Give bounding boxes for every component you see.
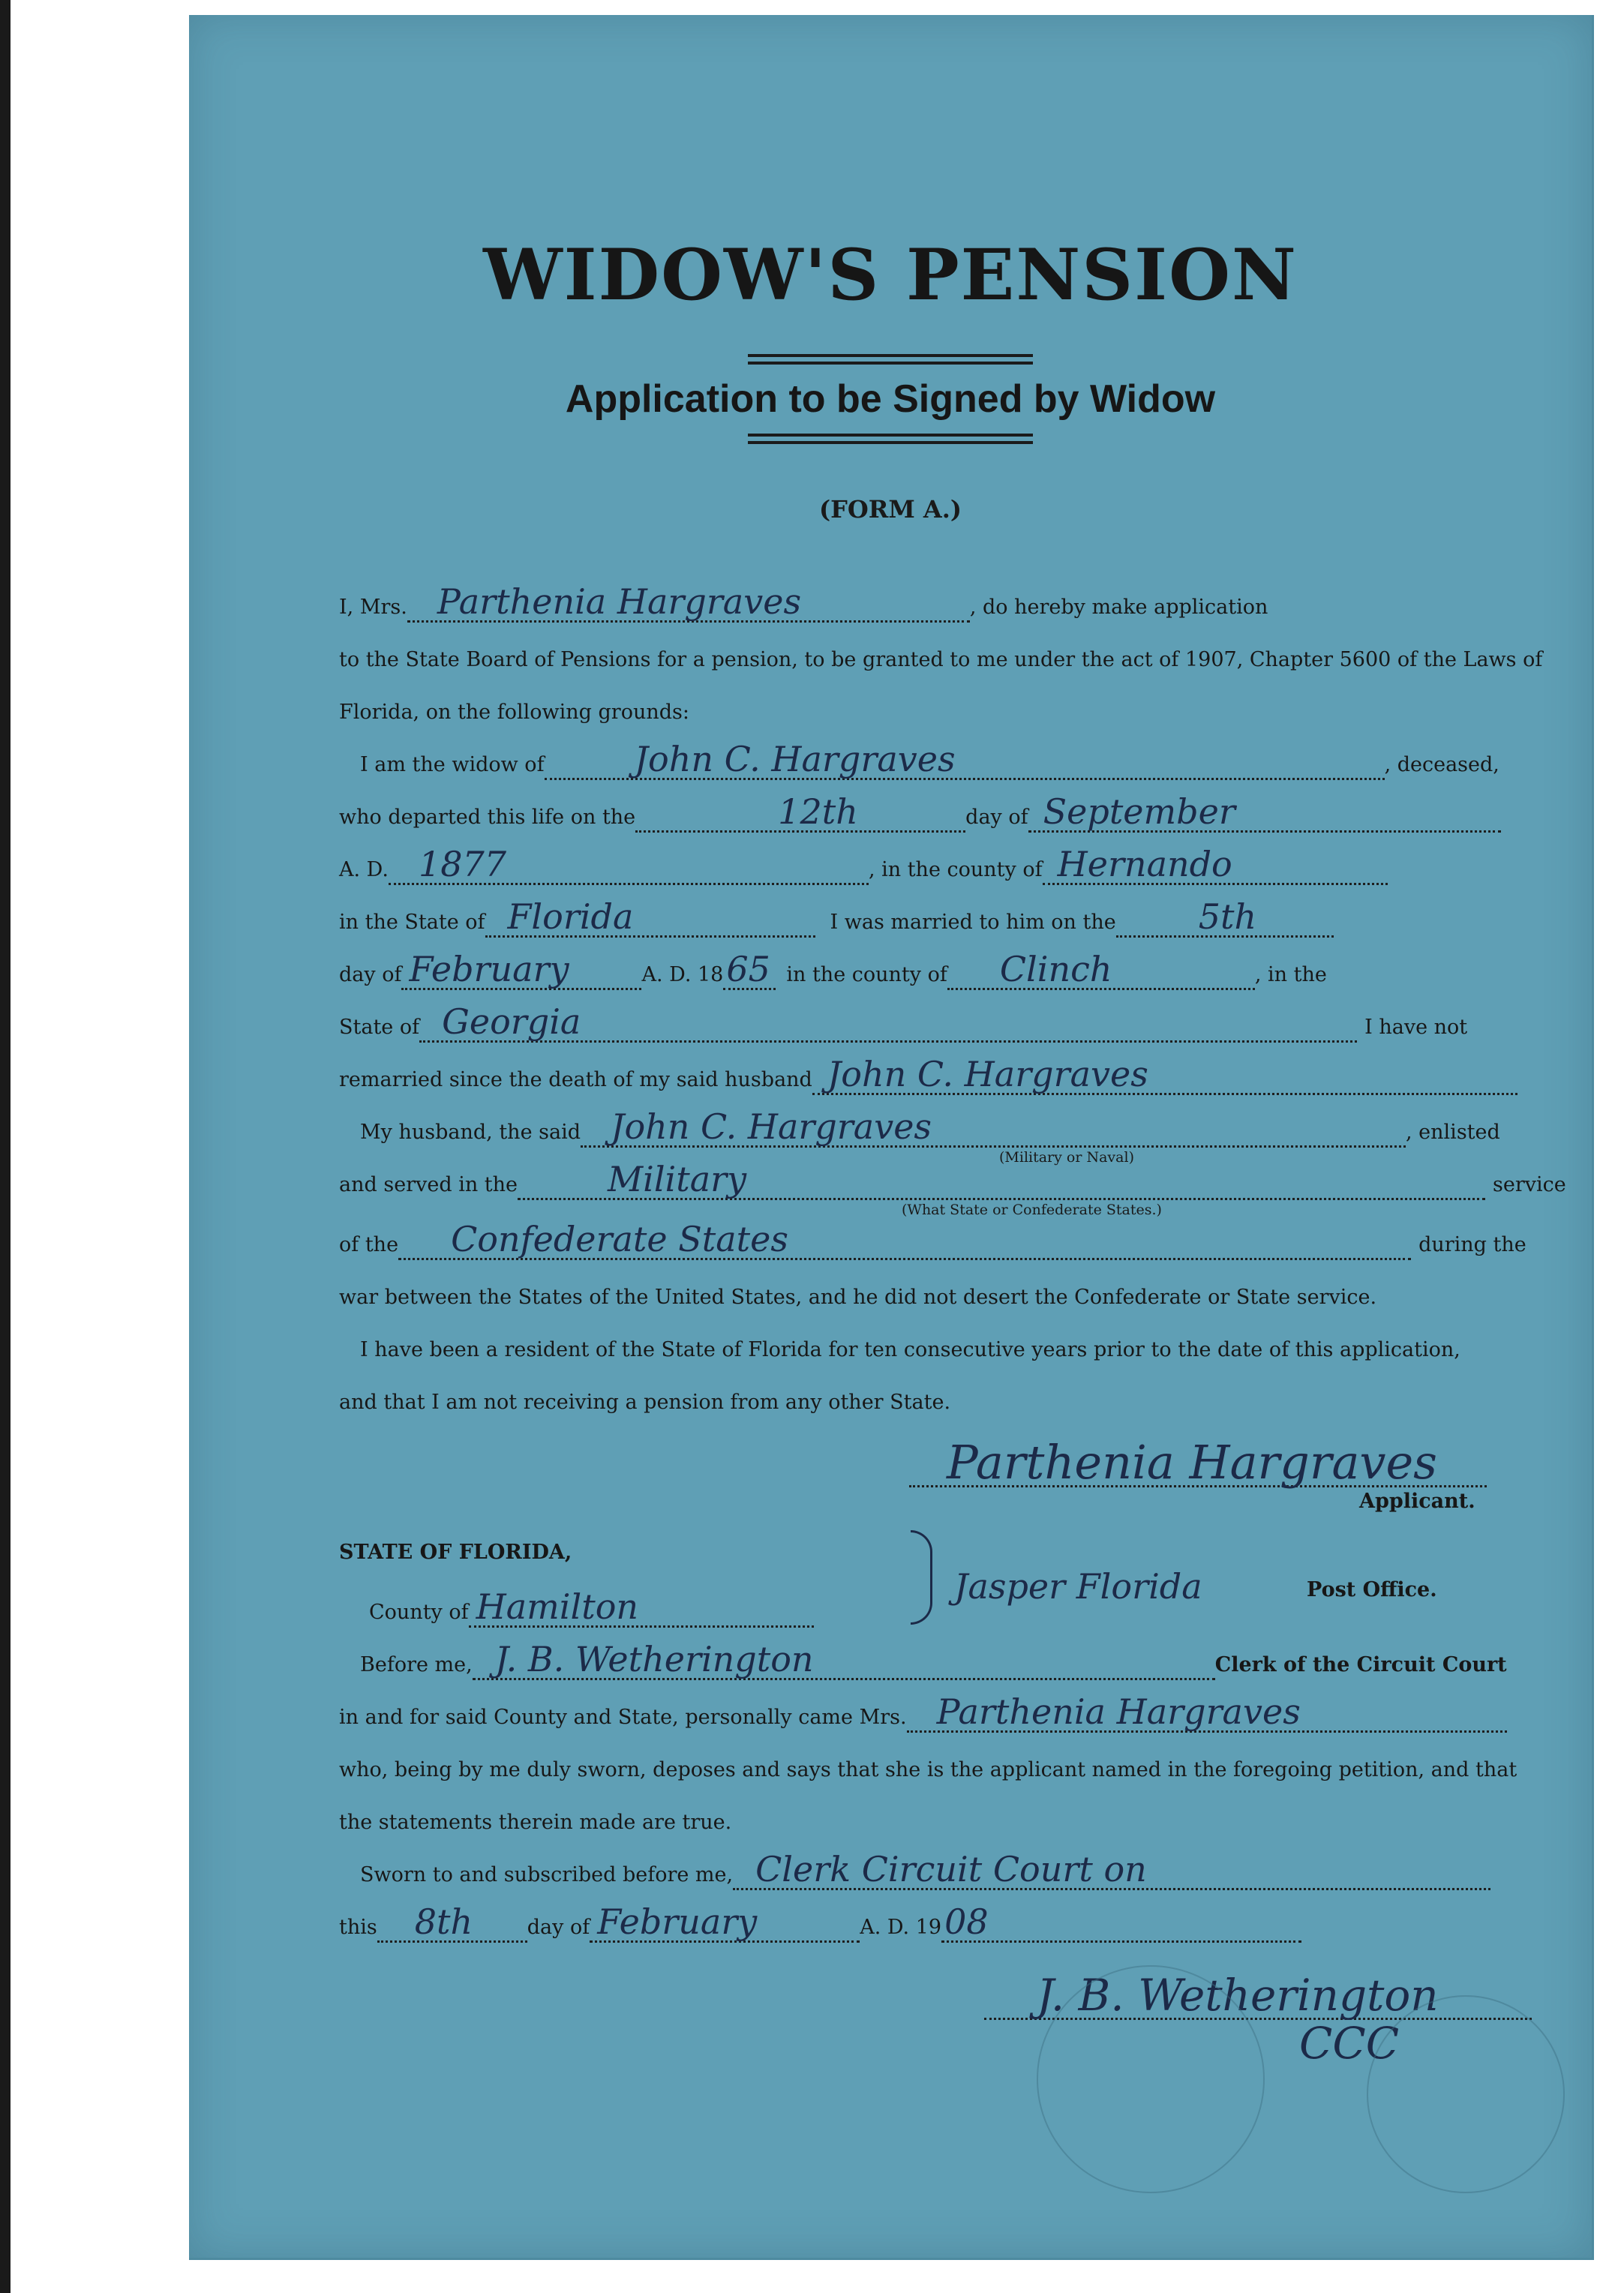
- marriage-county-field: Clinch: [999, 949, 1112, 989]
- personally-came-line: [339, 1691, 1507, 1733]
- marriage-day-field: 5th: [1198, 896, 1257, 937]
- before-me-line: [360, 1639, 1507, 1680]
- official-signature: J. B. Wetherington: [1037, 1970, 1439, 2021]
- death-county-field: Hernando: [1057, 844, 1232, 884]
- marriage-month-field: February: [409, 949, 569, 989]
- form-subtitle: Application to be Signed by Widow: [565, 377, 1216, 421]
- married-on-label: I was married to him on the: [830, 911, 1116, 934]
- military-naval-hint: (Military or Naval): [999, 1149, 1134, 1166]
- clerk-title-label: Clerk of the Circuit Court: [1214, 1653, 1507, 1676]
- embossed-seal-right: [1367, 1995, 1565, 2193]
- war-line: war between the States of the United States, and he did not desert the Confederate or State service.: [339, 1286, 1377, 1309]
- widow-line: [360, 739, 1499, 780]
- title-rule-bottom: [748, 362, 1033, 365]
- sworn-day-of-label: day of: [527, 1916, 590, 1939]
- enlisted-label: , enlisted: [1406, 1121, 1500, 1144]
- sworn-ad-label: A. D. 19: [860, 1916, 942, 1939]
- title-rule-top: [748, 354, 1033, 357]
- subscribed-label: Sworn to and subscribed before me,: [360, 1863, 734, 1886]
- enlisted-line: [360, 1106, 1500, 1148]
- service-branch-field: Military: [608, 1159, 747, 1199]
- served-in-label: and served in the: [339, 1173, 518, 1196]
- intro-mrs-label: I, Mrs.: [339, 596, 407, 619]
- departed-label: who departed this life on the: [339, 806, 636, 829]
- remarried-line: [339, 1054, 1517, 1095]
- deceased-label: , deceased,: [1384, 753, 1499, 776]
- husband-name-field: John C. Hargraves: [634, 739, 956, 779]
- bracket-mark: [911, 1530, 932, 1625]
- sworn-day-field: 8th: [414, 1901, 473, 1942]
- official-title: CCC: [1299, 2018, 1400, 2069]
- death-year-field: 1877: [418, 844, 507, 884]
- death-day-field: 12th: [778, 791, 858, 832]
- personally-came-label: in and for said County and State, personally came Mrs.: [339, 1706, 907, 1729]
- intro-line-3: Florida, on the following grounds:: [339, 701, 689, 724]
- state-of-florida: STATE OF FLORIDA,: [339, 1541, 572, 1564]
- clerk-name-field: J. B. Wetherington: [494, 1639, 814, 1679]
- this-label: this: [339, 1916, 377, 1939]
- embossed-seal-left: [1037, 1965, 1265, 2193]
- marriage-year-field: 65: [726, 949, 770, 989]
- served-line: [339, 1159, 1566, 1200]
- applicant-name-field: Parthenia Hargraves: [437, 581, 802, 622]
- death-county-label: , in the county of: [868, 858, 1043, 881]
- service-label: service: [1493, 1173, 1566, 1196]
- marriage-day-of-label: day of: [339, 963, 402, 986]
- intro-line-1: [339, 581, 1268, 623]
- widow-of-label: I am the widow of: [360, 753, 545, 776]
- applicant-signature-line: [909, 1433, 1487, 1490]
- intro-line-2: to the State Board of Pensions for a pension, to be granted to me under the act of 1907, Chapter 5600 of the Laws of: [339, 648, 1543, 671]
- pension-form-page: [189, 15, 1594, 2260]
- scan-left-edge: [0, 0, 11, 2293]
- death-year-line: [339, 844, 1388, 885]
- post-office-line: [947, 1566, 1437, 1607]
- sworn-line-1: who, being by me duly sworn, deposes and says that she is the applicant named in the foregoing petition, and that: [339, 1758, 1517, 1781]
- remarried-label: remarried since the death of my said husband: [339, 1068, 812, 1091]
- death-state-field: Florida: [507, 896, 634, 937]
- applicant-label: Applicant.: [1359, 1490, 1475, 1513]
- in-the-label: , in the: [1254, 963, 1327, 986]
- sworn-line-2: the statements therein made are true.: [339, 1811, 732, 1834]
- death-day-of-label: day of: [965, 806, 1028, 829]
- marriage-ad-label: A. D. 18: [641, 963, 724, 986]
- during-the-label: during the: [1418, 1233, 1526, 1256]
- post-office-label: Post Office.: [1307, 1578, 1437, 1601]
- not-remarried-label: I have not: [1364, 1016, 1468, 1039]
- death-ad-label: A. D.: [339, 858, 389, 881]
- subtitle-rule-bottom: [748, 441, 1033, 444]
- intro-application-label: , do hereby make application: [969, 596, 1268, 619]
- marriage-state-field: Georgia: [442, 1001, 581, 1042]
- marriage-date-line: [339, 949, 1327, 990]
- of-the-line: [339, 1219, 1526, 1260]
- subtitle-rule-top: [748, 434, 1033, 437]
- state-hint: (What State or Confederate States.): [902, 1202, 1162, 1218]
- form-label: (FORM A.): [819, 495, 962, 524]
- death-state-line: [339, 896, 1334, 938]
- county-line: [369, 1586, 814, 1628]
- county-field: Hamilton: [476, 1586, 639, 1627]
- confederate-states-field: Confederate States: [451, 1219, 788, 1259]
- before-me-label: Before me,: [360, 1653, 473, 1676]
- death-month-field: September: [1043, 791, 1235, 832]
- of-the-label: of the: [339, 1233, 399, 1256]
- husband-said-label: My husband, the said: [360, 1121, 581, 1144]
- subscribed-by-field: Clerk Circuit Court on: [755, 1849, 1147, 1889]
- residence-line-1: I have been a resident of the State of Florida for ten consecutive years prior to the date of this application,: [360, 1338, 1460, 1361]
- county-label: County of: [369, 1601, 469, 1624]
- applicant-name-field-2: Parthenia Hargraves: [936, 1691, 1301, 1732]
- death-state-label: in the State of: [339, 911, 485, 934]
- sworn-date-line: [339, 1901, 1301, 1943]
- post-office-field: Jasper Florida: [954, 1566, 1202, 1607]
- residence-line-2: and that I am not receiving a pension from any other State.: [339, 1391, 951, 1414]
- departed-line: [339, 791, 1501, 833]
- form-title: WIDOW'S PENSION: [483, 234, 1298, 317]
- marriage-state-line: [339, 1001, 1468, 1043]
- marriage-county-label: in the county of: [786, 963, 947, 986]
- sworn-year-field: 08: [944, 1901, 989, 1942]
- husband-name-field-2: John C. Hargraves: [827, 1054, 1148, 1094]
- sworn-month-field: February: [597, 1901, 758, 1942]
- applicant-signature: Parthenia Hargraves: [947, 1435, 1437, 1490]
- husband-name-field-3: John C. Hargraves: [611, 1106, 932, 1147]
- subscribed-line: [360, 1849, 1490, 1890]
- marriage-state-label: State of: [339, 1016, 420, 1039]
